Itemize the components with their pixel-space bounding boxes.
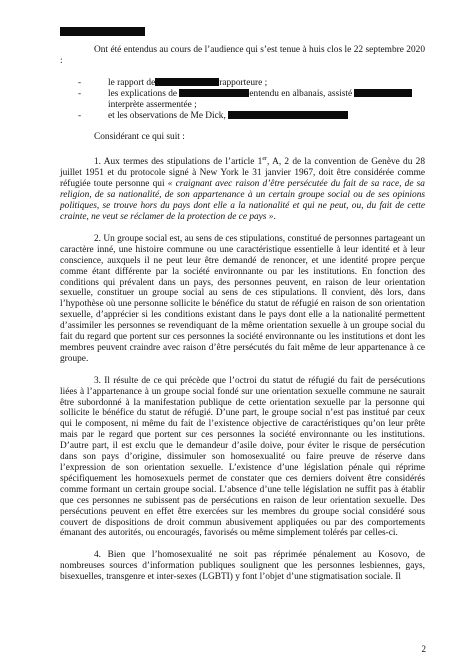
hearing-list	[60, 78, 425, 122]
p1-quote: « craignant avec raison d’être persécutée du fait de sa race, de sa religion, de sa nationalité, de son appartenance à un certain groupe social ou de ses opinions politiques, se trouve hors du pays dont elle a la nationalité et qui ne peut, ou, du fait de cette crainte, ne veut se réclamer de la protection de ce pays »	[60, 179, 425, 222]
hearing-item-rapport	[78, 78, 425, 89]
redacted-header	[60, 27, 145, 36]
intro-paragraph: Ont été entendus au cours de l’audience qui s’est tenue à huis clos le 22 septembre 2020 :	[60, 45, 425, 66]
redacted-name	[354, 89, 412, 97]
paragraph-2: 2. Un groupe social est, au sens de ces stipulations, constitué de personnes partageant un caractère inné, une histoire commune ou une caractéristique essentielle à leur identité et à leur conscience, auxquels il ne peut leur être demandé de renoncer, et une identité propre perçue comme étant différente par la société environnante ou par les institutions. En fonction des conditions qui prévalent dans un pays, des personnes peuvent, en raison de leur orientation sexuelle, constituer un groupe social au sens de ces stipulations. Il convient, dès lors, dans l’hypothèse où une personne sollicite le bénéfice du statut de réfugié en raison de son orientation sexuelle, d’apprécier si les conditions existant dans le pays dont elle a la nationalité permettent d’assimiler les personnes se revendiquant de la même orientation sexuelle à un groupe social du fait du regard que portent sur ces personnes la société environnante ou les institutions et dont les membres peuvent craindre avec raison d’être persécutés du fait même de leur appartenance à ce groupe.	[60, 233, 425, 364]
bullet-dash: -	[78, 77, 82, 88]
item-text: entendu en albanais, assisté	[249, 88, 353, 99]
paragraph-1	[60, 154, 425, 223]
p1-middle: , A, 2 de la convention de Genève du 28 juillet 1951 et du protocole signé à New York le 31 janvier 1967, doit être considérée comme réfugiée toute personne qui	[60, 157, 425, 190]
paragraph-4: 4. Bien que l’homosexualité ne soit pas réprimée pénalement au Kosovo, de nombreuses sources d’information publiques soulignent que les personnes lesbiennes, gays, bisexuelles, transgenre et inter-sexes (LGBTI) y font l’objet d’une stigmatisation sociale. Il	[60, 550, 425, 583]
item-text: et les observations de Me Dick,	[108, 110, 226, 121]
paragraph-3: 3. Il résulte de ce qui précède que l’octroi du statut de réfugié du fait de persécutions liées à l’appartenance à un groupe social fondé sur une orientation sexuelle commune ne saurait être subordonné à la manifestation publique de cette orientation sexuelle par la personne qui sollicite le bénéfice du statut de réfugié. D’une part, le groupe social n’est pas institué par ceux qui le composent, ni même du fait de l’existence objective de caractéristiques qu’on leur prête mais par le regard que portent sur ces personnes la société environnante ou les institutions. D’autre part, il est exclu que le demandeur d’asile doive, pour éviter le risque de persécution dans son pays d’origine, dissimuler son homosexualité ou faire preuve de réserve dans l’expression de son orientation sexuelle. L’existence d’une législation pénale qui réprime spécifiquement les homosexuels permet de constater que ces derniers doivent être considérés comme formant un certain groupe social. L’absence d’une telle législation ne suffit pas à établir que ces personnes ne subissent pas de persécutions en raison de leur orientation sexuelle. Des persécutions peuvent en effet être exercées sur les membres du groupe social considéré sous couvert de dispositions de droit commun abusivement appliquées ou par des comportements émanant des autorités, ou encouragés, favorisés ou même simplement tolérés par celles-ci.	[60, 375, 425, 539]
considerant-heading: Considérant ce qui suit :	[94, 132, 185, 143]
bullet-dash: -	[78, 88, 82, 99]
bullet-dash: -	[78, 110, 82, 121]
redacted-name	[179, 89, 249, 97]
item-text: rapporteure ;	[219, 77, 268, 88]
p1-superscript: er	[262, 156, 268, 163]
hearing-item-explications	[78, 89, 425, 111]
p1-end: .	[273, 211, 276, 222]
document-body	[60, 45, 425, 583]
page-number: 2	[421, 644, 426, 654]
item-text: les explications de	[108, 88, 178, 99]
p1-start: 1. Aux termes des stipulations de l’article 1	[94, 157, 263, 168]
hearing-item-observations	[78, 111, 425, 122]
redacted-name	[228, 111, 348, 119]
redacted-name	[155, 78, 219, 86]
item-text: le rapport de	[108, 77, 156, 88]
item-text: interprète assermentée ;	[108, 99, 197, 110]
